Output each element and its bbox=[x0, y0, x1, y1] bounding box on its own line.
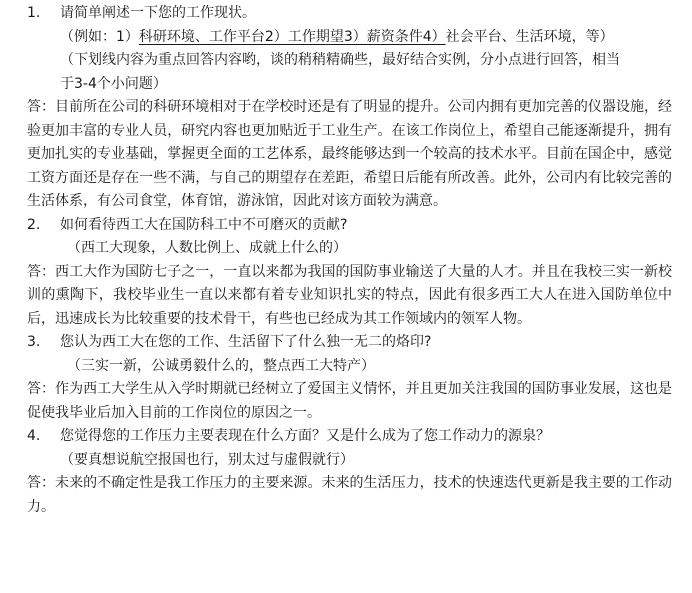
question-3 bbox=[27, 331, 672, 355]
question-number: 1. bbox=[27, 5, 41, 21]
question-number: 3. bbox=[27, 334, 41, 350]
answer-3: 答：作为西工大学生从入学时期就已经树立了爱国主义情怀，并且更加关注我国的国防事业发展，这也是促使我毕业后加入目前的工作岗位的原因之一。 bbox=[27, 381, 672, 421]
question-2 bbox=[27, 214, 672, 238]
question-text: 请简单阐述一下您的工作现状。 bbox=[60, 5, 256, 21]
question-2-hint: （西工大现象，人数比例上、成就上什么的） bbox=[67, 240, 347, 256]
question-1-hint bbox=[27, 26, 672, 50]
question-text: 您认为西工大在您的工作、生活留下了什么独一无二的烙印? bbox=[60, 334, 432, 350]
question-1-note-line-1: （下划线内容为重点回答内容哟，谈的稍稍精确些，最好结合实例，分小点进行回答，相当 bbox=[60, 52, 620, 68]
hint-underlined: 科研环境、工作平台2）工作期望3）薪资条件4） bbox=[138, 28, 446, 45]
question-4-hint: （要真想说航空报国也行，别太过与虚假就行） bbox=[60, 451, 354, 468]
question-1-note-line-2: 于3-4个小问题） bbox=[60, 75, 167, 92]
answer-2: 答：西工大作为国防七子之一，一直以来都为我国的国防事业输送了大量的人才。并且在我校三实一新校训的熏陶下，我校毕业生一直以来都有着专业知识扎实的特点，因此有很多西工大人在进入国防单位中后，迅速成长为比较重要的技术骨干，有些也已经成为其工作领域内的领军人物。 bbox=[27, 263, 672, 327]
question-text: 如何看待西工大在国防科工中不可磨灭的贡献? bbox=[60, 216, 348, 233]
answer-4: 答：未来的不确定性是我工作压力的主要来源。未来的生活压力，技术的快速迭代更新是我主要的工作动力。 bbox=[27, 475, 672, 515]
answer-1: 答：目前所在公司的科研环境相对于在学校时还是有了明显的提升。公司内拥有更加完善的仪器设施，经验更加丰富的专业人员，研究内容也更加贴近于工业生产。在该工作岗位上，希望自己能逐渐提升，拥有更加扎实的专业基础，掌握更全面的工艺体系，最终能够达到一个较高的技术水平。目前在国企中，感觉工资方面还是存在一些不满，与自己的期望存在差距，希望日后能有所改善。此外，公司内有比较完善的生活体系，有公司食堂，体育馆，游泳馆，因此对该方面较为满意。 bbox=[27, 99, 672, 209]
hint-prefix: （例如：1） bbox=[60, 28, 139, 45]
question-text: 您觉得您的工作压力主要表现在什么方面？又是什么成为了您工作动力的源泉？ bbox=[60, 428, 550, 444]
hint-suffix: 社会平台、生活环境，等） bbox=[445, 28, 614, 45]
question-4 bbox=[27, 425, 672, 449]
question-number: 4. bbox=[27, 428, 41, 444]
question-3-hint: （三实一新，公诚勇毅什么的，整点西工大特产） bbox=[67, 357, 375, 374]
question-1 bbox=[27, 2, 672, 26]
question-number: 2. bbox=[27, 216, 41, 233]
